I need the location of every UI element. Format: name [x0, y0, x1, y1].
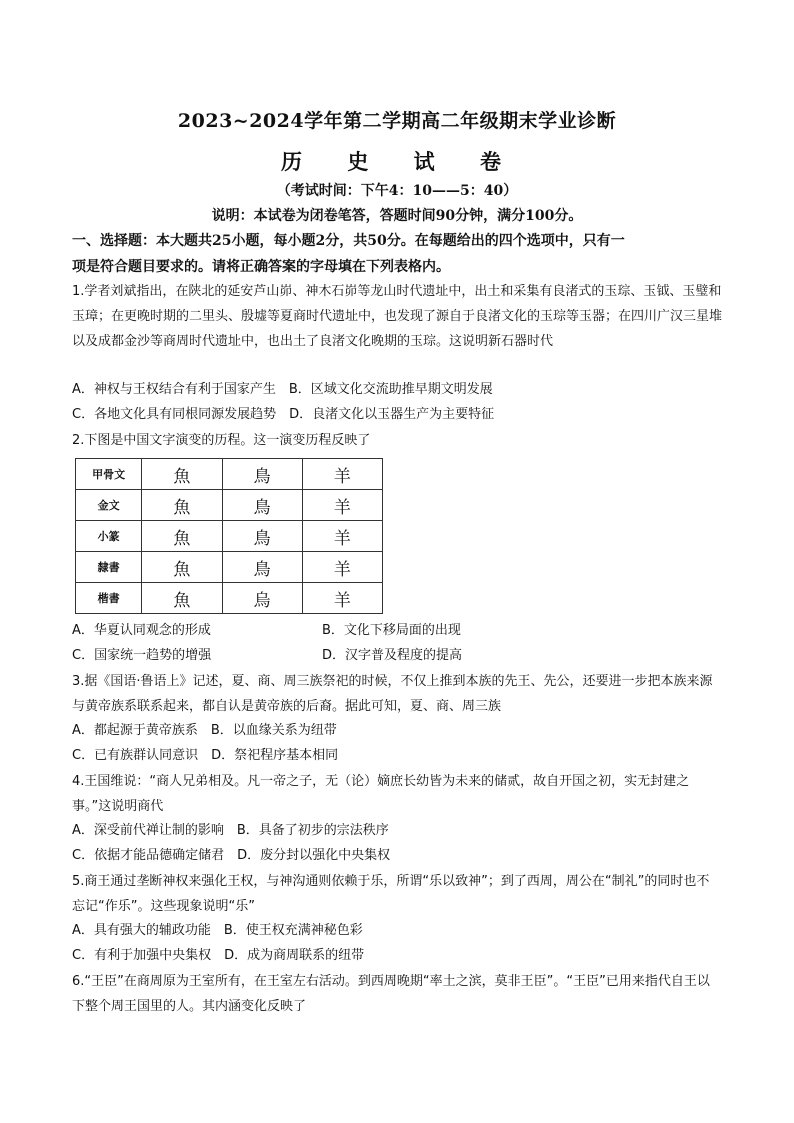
q2-stem: 2.下图是中国文字演变的历程。这一演变历程反映了 [72, 433, 371, 448]
exam-note: 说明：本试卷为闭卷笔答，答题时间90分钟，满分100分。 [211, 208, 583, 224]
exam-title: 2023~2024学年第二学期高二年级期末学业诊断 [177, 110, 617, 132]
q5-stem: 5.商王通过垄断神权来强化王权，与神沟通则依赖于乐，所谓“乐以致神”；到了西周，周公在“制礼”的同时也不忘记“作乐”。这些现象说明“乐” [72, 874, 710, 914]
glyph-fish: 魚 [142, 583, 222, 614]
row-label: 金文 [76, 490, 142, 521]
q2-option-d: D．汉字普及程度的提高 [322, 648, 463, 663]
glyph-sheep: 羊 [302, 583, 382, 614]
glyph-bird: 鳥 [222, 552, 302, 583]
q3-options-ab: A．都起源于黄帝族系 B．以血缘关系为纽带 [72, 723, 337, 738]
q4-stem: 4.王国维说：“商人兄弟相及。凡一帝之子，无（论）嫡庶长幼皆为未来的储贰，故自开国之初，实无封建之事。”这说明商代 [72, 774, 690, 814]
section-heading-line2: 项是符合题目要求的。请将正确答案的字母填在下列表格内。 [72, 259, 450, 275]
q3-options-cd: C．已有族群认同意识 D．祭祀程序基本相同 [72, 748, 339, 763]
q1-stem: 1.学者刘斌指出，在陕北的延安芦山峁、神木石峁等龙山时代遗址中，出土和采集有良渚式的玉琮、玉钺、玉璧和玉璋；在更晚时期的二里头、殷墟等夏商时代遗址中，也发现了源自于良渚文化的玉琮等玉器；在四川广汉三星堆以及成都金沙等商周时代遗址中，也出土了良渚文化晚期的玉琮。这说明新石器时代 [72, 284, 723, 349]
q5-options-ab: A．具有强大的辅政功能 B．使王权充满神秘色彩 [72, 923, 363, 938]
exam-subject: 历 史 试 卷 [281, 149, 513, 174]
q4-options-ab: A．深受前代禅让制的影响 B．具备了初步的宗法秩序 [72, 823, 389, 838]
table-row [76, 490, 383, 521]
q3-stem: 3.据《国语·鲁语上》记述，夏、商、周三族祭祀的时候，不仅上推到本族的先王、先公，还要进一步把本族来源与黄帝族系联系起来，都自认是黄帝族的后裔。据此可知，夏、商、周三族 [72, 674, 713, 714]
q2-option-c: C．国家统一趋势的增强 [72, 648, 212, 663]
section-heading-line1: 一、选择题：本大题共25小题，每小题2分，共50分。在每题给出的四个选项中，只有一 [72, 233, 625, 249]
glyph-sheep: 羊 [302, 521, 382, 552]
row-label: 小篆 [76, 521, 142, 552]
q2-option-b: B．文化下移局面的出现 [322, 623, 461, 638]
row-label: 隸書 [76, 552, 142, 583]
table-row [76, 583, 383, 614]
table-row [76, 459, 383, 490]
row-label: 甲骨文 [76, 459, 142, 490]
q2-option-a: A．华夏认同观念的形成 [72, 623, 211, 638]
glyph-bird: 烏 [222, 583, 302, 614]
glyph-bird: 鳥 [222, 490, 302, 521]
script-evolution-table [75, 458, 383, 614]
glyph-sheep: 羊 [302, 552, 382, 583]
q1-options-ab: A．神权与王权结合有利于国家产生 B．区域文化交流助推早期文明发展 [72, 382, 493, 397]
glyph-bird: 鳥 [222, 459, 302, 490]
q1-options-cd: C．各地文化具有同根同源发展趋势 D．良渚文化以玉器生产为主要特征 [72, 407, 495, 422]
glyph-sheep: 羊 [302, 459, 382, 490]
glyph-fish: 魚 [142, 521, 222, 552]
glyph-sheep: 羊 [302, 490, 382, 521]
q4-options-cd: C．依据才能品德确定储君 D．废分封以强化中央集权 [72, 848, 391, 863]
glyph-fish: 魚 [142, 490, 222, 521]
glyph-bird: 鳥 [222, 521, 302, 552]
table-row [76, 552, 383, 583]
exam-time: （考试时间：下午4：10——5：40） [276, 183, 518, 199]
q5-options-cd: C．有利于加强中央集权 D．成为商周联系的纽带 [72, 948, 365, 963]
table-row [76, 521, 383, 552]
q6-stem: 6.“王臣”在商周原为王室所有，在王室左右活动。到西周晚期“率土之滨，莫非王臣”。“王臣”已用来指代自王以下整个周王国里的人。其内涵变化反映了 [72, 974, 710, 1014]
row-label: 楷書 [76, 583, 142, 614]
glyph-fish: 魚 [142, 459, 222, 490]
glyph-fish: 魚 [142, 552, 222, 583]
